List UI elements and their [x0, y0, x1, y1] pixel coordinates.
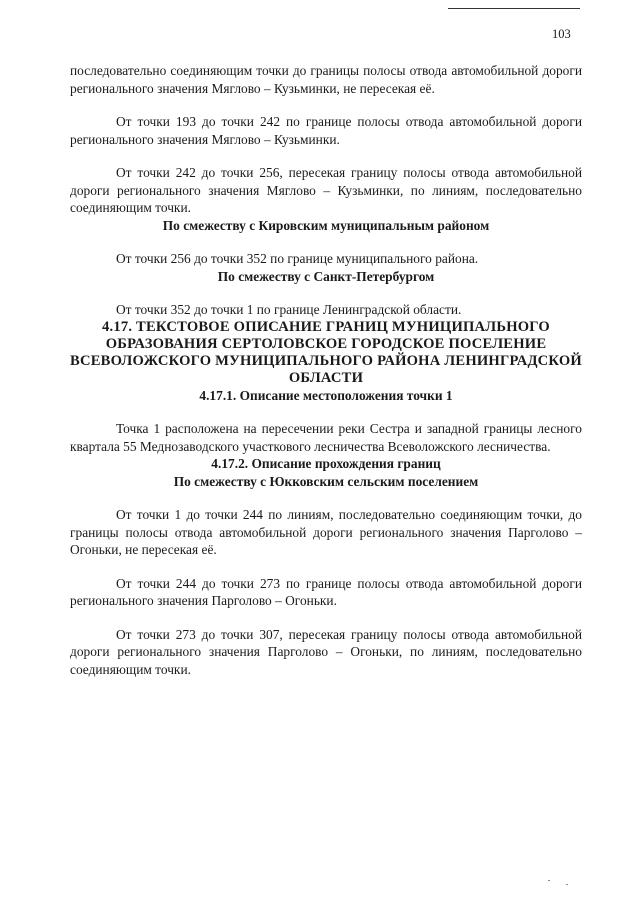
scan-speck	[566, 884, 568, 885]
subheading-4-17-1: 4.17.1. Описание местоположения точки 1	[199, 387, 453, 403]
paragraph: Точка 1 расположена на пересечении реки Сестра и западной границы лесного квартала 55 Меднозаводского участкового лесничества Всеволожского лесничества.	[70, 421, 582, 454]
paragraph-continuation: последовательно соединяющим точки до границы полосы отвода автомобильной дороги регионального значения Мяглово – Кузьминки, не пересекая её.	[70, 63, 582, 96]
scan-speck	[548, 880, 550, 881]
subheading-kirovsky-border: По смежеству с Кировским муниципальным районом	[162, 217, 490, 233]
subheading-spb-border: По смежеству с Санкт-Петербургом	[217, 268, 435, 284]
paragraph: От точки 256 до точки 352 по границе муниципального района.	[116, 251, 479, 266]
document-body	[70, 62, 582, 678]
paragraph: От точки 352 до точки 1 по границе Ленинградской области.	[116, 302, 462, 317]
paragraph: От точки 273 до точки 307, пересекая границу полосы отвода автомобильной дороги регионального значения Парголово – Огоньки, по линиям, последовательно соединяющим точки.	[70, 626, 582, 677]
paragraph: От точки 193 до точки 242 по границе полосы отвода автомобильной дороги регионального значения Мяглово – Кузьминки.	[70, 114, 582, 147]
header-rule	[448, 8, 580, 9]
paragraph: От точки 242 до точки 256, пересекая границу полосы отвода автомобильной дороги регионального значения Мяглово – Кузьминки, по линиям, последовательно соединяющим точки.	[70, 165, 582, 215]
page-number: 103	[552, 27, 571, 41]
paragraph: От точки 1 до точки 244 по линиям, последовательно соединяющим точки, до границы полосы отвода автомобильной дороги регионального значения Парголово – Огоньки, не пересекая её.	[70, 507, 582, 557]
paragraph: От точки 244 до точки 273 по границе полосы отвода автомобильной дороги регионального значения Парголово – Огоньки.	[70, 575, 582, 608]
section-heading-4-17: 4.17. ТЕКСТОВОЕ ОПИСАНИЕ ГРАНИЦ МУНИЦИПАЛЬНОГО ОБРАЗОВАНИЯ СЕРТОЛОВСКОЕ ГОРОДСКОЕ ПОСЕЛЕНИЕ ВСЕВОЛОЖСКОГО МУНИЦИПАЛЬНОГО РАЙОНА ЛЕНИНГРАДСКОЙ ОБЛАСТИ	[70, 318, 582, 386]
subheading-yukkovskoe-border: По смежеству с Юкковским сельским поселением	[173, 473, 479, 489]
subheading-4-17-2: 4.17.2. Описание прохождения границ	[211, 456, 441, 471]
